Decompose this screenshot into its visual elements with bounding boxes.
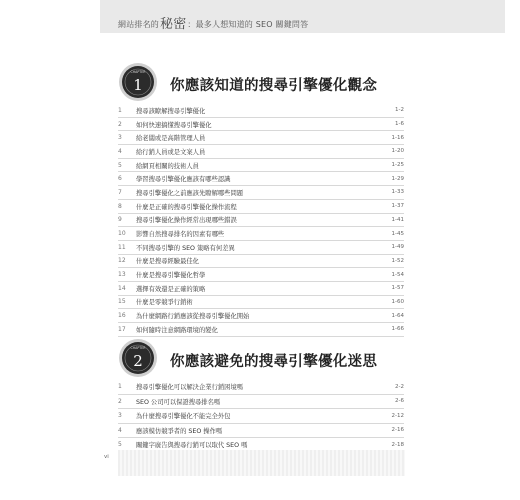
toc-entry-title: 選擇有效還是正確的策略 [136,285,206,293]
toc-entry-page: 1-64 [391,312,404,319]
toc-entry-number: 15 [118,298,126,306]
book-title-after: ：最多人想知道的 SEO 關鍵問答 [187,20,309,29]
toc-entry-title: 為什麼網路行銷應該從搜尋引擎優化開始 [136,313,250,321]
chapter-2-badge [118,338,158,378]
toc-entry [118,296,404,310]
toc-entry-title: 搜尋引擎優化操作經常出現哪些錯誤 [136,217,237,225]
toc-entry-number: 2 [118,397,122,405]
toc-entry-title: SEO 公司可以保證搜尋排名嗎 [136,398,221,406]
toc-entry-number: 13 [118,271,126,279]
toc-entry-title: 給行銷人員或是文案人員 [136,148,206,156]
toc-entry-number: 17 [118,325,126,333]
toc-entry-page: 1-66 [391,326,404,333]
toc-entry-number: 3 [118,412,122,420]
toc-entry-number: 1 [118,383,122,391]
toc-entry-page: 1-25 [391,162,404,169]
toc-entry-title: 不同搜尋引擎的 SEO 策略有何差異 [136,244,235,252]
toc-entry-page: 1-41 [391,216,404,223]
toc-entry-number: 2 [118,120,122,128]
toc-entry-page: 2-6 [395,398,404,405]
toc-entry-page: 2-12 [391,412,404,419]
toc-entry-page: 1-20 [391,148,404,155]
book-title-big: 秘密 [160,17,187,32]
toc-entry-page: 2-18 [391,441,404,448]
toc-entry [118,409,404,424]
toc-entry [118,241,404,255]
toc-entry [118,380,404,395]
toc-entry-title: 給老闆或是高階管理人員 [136,135,206,143]
toc-entry-title: 如何快速搞懂搜尋引擎優化 [136,121,212,129]
toc-entry-page: 1-29 [391,175,404,182]
toc-entry-number: 8 [118,202,122,210]
toc-entry-page: 1-57 [391,285,404,292]
toc-entry-number: 1 [118,106,122,114]
chapter-1-badge-label: CHAPTER [130,70,146,74]
chapter-1-toc [118,104,404,337]
toc-entry [118,131,404,145]
footer-band [118,450,405,476]
toc-entry-number: 5 [118,441,122,449]
toc-entry-page: 1-54 [391,271,404,278]
toc-entry-title: 搜尋引擎優化可以解決企業行銷困境嗎 [136,384,244,392]
chapter-2-badge-label: CHAPTER [130,346,146,350]
toc-entry-title: 影響自然搜尋排名的因素有哪些 [136,231,225,239]
chapter-1-number: 1 [133,76,143,94]
toc-entry [118,159,404,173]
toc-entry [118,323,404,337]
book-title-before: 網站排名的 [118,20,159,29]
toc-entry-page: 2-16 [391,427,404,434]
chapter-2-number: 2 [133,352,143,370]
toc-entry [118,186,404,200]
toc-entry-number: 4 [118,147,122,155]
toc-entry-number: 3 [118,134,122,142]
toc-entry-number: 14 [118,284,126,292]
toc-entry-page: 1-16 [391,134,404,141]
toc-entry-page: 1-52 [391,257,404,264]
toc-entry-title: 什麼是搜尋經驗最佳化 [136,258,199,266]
toc-entry [118,255,404,269]
toc-entry-number: 16 [118,312,126,320]
toc-entry-title: 搜尋引擎優化之前應該先瞭解哪些問題 [136,189,244,197]
toc-entry-title: 學習搜尋引擎優化應該有哪些認識 [136,176,231,184]
toc-entry-title: 應該模仿競爭者的 SEO 操作嗎 [136,427,223,435]
toc-entry [118,227,404,241]
toc-entry-page: 1-33 [391,189,404,196]
toc-entry-number: 5 [118,161,122,169]
toc-entry-page: 1-45 [391,230,404,237]
toc-entry-number: 4 [118,426,122,434]
toc-entry-title: 搜尋該瞭解搜尋引擎優化 [136,107,206,115]
toc-entry-page: 1-6 [395,121,404,128]
toc-entry [118,424,404,439]
toc-entry-page: 1-2 [395,107,404,114]
toc-entry [118,214,404,228]
toc-entry-number: 10 [118,230,126,238]
toc-entry-page: 1-37 [391,203,404,210]
toc-entry-title: 給網頁相關的技術人員 [136,162,199,170]
toc-entry-number: 9 [118,216,122,224]
chapter-2-title: 你應該避免的搜尋引擎優化迷思 [170,354,378,370]
toc-entry-number: 6 [118,175,122,183]
toc-entry-number: 12 [118,257,126,265]
toc-entry [118,104,404,118]
toc-entry [118,268,404,282]
toc-entry-page: 1-49 [391,244,404,251]
toc-entry [118,395,404,410]
toc-entry-title: 關鍵字廣告與搜尋行銷可以取代 SEO 嗎 [136,442,248,450]
toc-entry-page: 1-60 [391,298,404,305]
toc-entry [118,172,404,186]
toc-entry-number: 11 [118,243,126,251]
toc-entry-title: 什麼是零競爭行銷術 [136,299,193,307]
toc-entry [118,118,404,132]
toc-entry-title: 什麼是正確的搜尋引擎優化操作流程 [136,203,237,211]
toc-entry [118,145,404,159]
toc-entry [118,200,404,214]
toc-entry-title: 什麼是搜尋引擎優化哲學 [136,272,206,280]
toc-entry [118,309,404,323]
chapter-1-title: 你應該知道的搜尋引擎優化觀念 [170,78,378,94]
page-number: vi [104,454,109,460]
toc-entry-title: 如何隨時注意網路環境的變化 [136,326,218,334]
toc-entry-title: 為什麼搜尋引擎優化不能完全外包 [136,413,231,421]
toc-entry-number: 7 [118,188,122,196]
toc-entry [118,282,404,296]
toc-entry-page: 2-2 [395,383,404,390]
chapter-1-badge [118,62,158,102]
book-title [118,12,308,31]
